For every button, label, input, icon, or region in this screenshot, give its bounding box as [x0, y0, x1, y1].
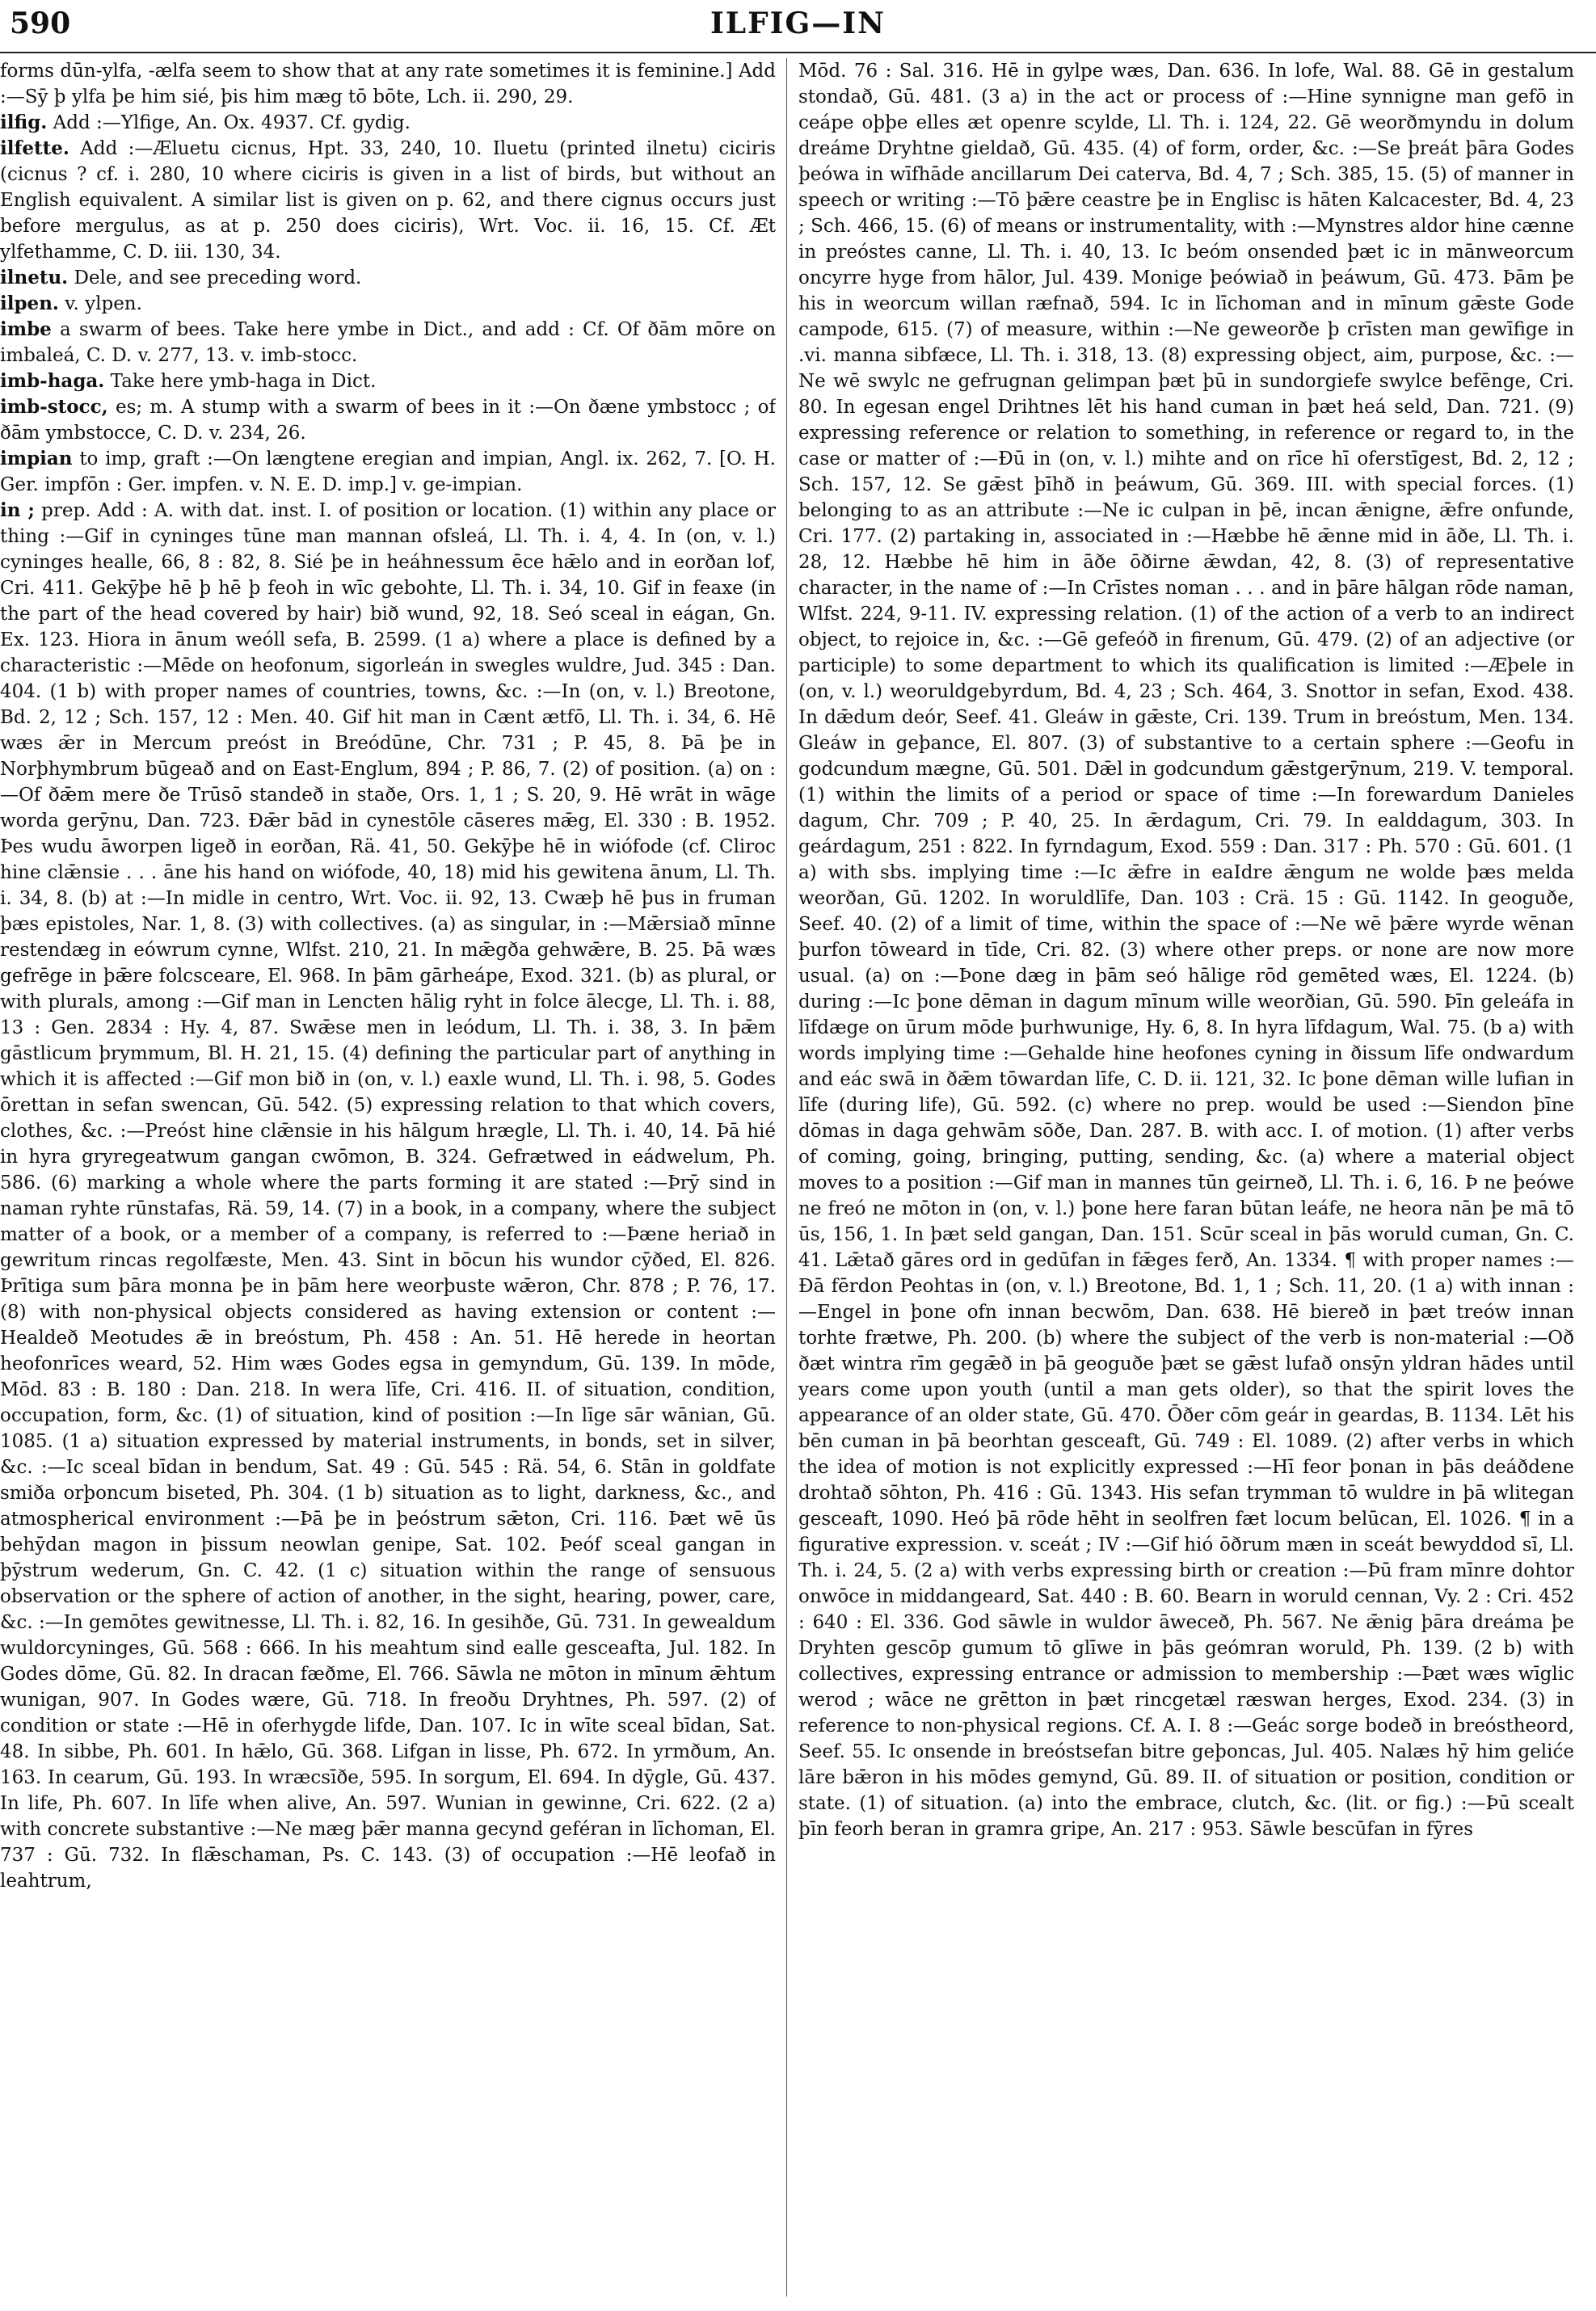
headword: ilfig.	[0, 112, 48, 133]
headword: ilpen.	[0, 293, 59, 314]
entry-text: Add :—Ylfige, An. Ox. 4937. Cf. gydig.	[53, 112, 411, 133]
entry-text: es; m. A stump with a swarm of bees in it :—On ðæne ymbstocc ; of ðām ymbstocce, C. D. v. 234, 26.	[0, 397, 776, 444]
entry-text: prep. Add : A. with dat. inst. I. of position or location. (1) within any place or thing :—Gif in cyninges tūne man mannan ofsleá, Ll. Th. i. 4, 4. In (on, v. l.) cyninges healle, 66, 8 : 82, 8. Sié þe in heáhnessum ēce hǣlo and in eorðan lof, Cri. 411. Gekȳþe hē þ hē þ feoh in wīc gebohte, Ll. Th. i. 34, 10. Gif in feaxe (in the part of the head covered by hair) bið wund, 92, 18. Seó sceal in eágan, Gn. Ex. 123. Hiora in ānum weóll sefa, B. 2599. (1 a) where a place is defined by a characteristic :—Mēde on heofonum, sigorleán in swegles wuldre, Jud. 345 : Dan. 404. (1 b) with proper names of countries, towns, &c. :—In (on, v. l.) Breotone, Bd. 2, 12 ; Sch. 157, 12 : Men. 40. Gif hit man in Cænt ætfō, Ll. Th. i. 34, 6. Hē wæs ǣr in Mercum preóst in Breódūne, Chr. 731 ; P. 45, 8. Þā þe in Norþhymbrum būgeað and on East-Englum, 894 ; P. 86, 7. (2) of position. (a) on :—Of ðǣm mere ðe Trūsō standeð in staðe, Ors. 1, 1 ; S. 20, 9. Hē wrāt in wāge worda gerȳnu, Dan. 723. Ðǣr bād in cynestōle cāseres mǣg, El. 330 : B. 1952. Þes wudu āworpen ligeð in eorðan, Rä. 41, 50. Gekȳþe hē in wiófode (cf. Cliroc hine clǣnsie . . . āne his hand on wiófode, 40, 18) mid his gewitena ānum, Ll. Th. i. 34, 8. (b) at :—In midle in centro, Wrt. Voc. ii. 92, 13. Cwæþ hē þus in fruman þæs epistoles, Nar. 1, 8. (3) with collectives. (a) as singular, in :—Mǣrsiað mīnne restendæg in eówrum cynne, Wlfst. 210, 21. In mǣgða gehwǣre, B. 25. Þā wæs gefrēge in þǣre folcsceare, El. 968. In þām gārheápe, Exod. 321. (b) as plural, or with plurals, among :—Gif man in Lencten hālig ryht in folce ālecge, Ll. Th. i. 88, 13 : Gen. 2834 : Hy. 4, 87. Swǣse men in leódum, Ll. Th. i. 38, 3. In þǣm gāstlicum þrymmum, Bl. H. 21, 15. (4) defining the particular part of anything in which it is affected :—Gif mon bið in (on, v. l.) eaxle wund, Ll. Th. i. 98, 5. Godes ōrettan in sefan swencan, Gū. 542. (5) expressing relation to that which covers, clothes, &c. :—Preóst hine clǣnsie in his hālgum hrægle, Ll. Th. i. 40, 14. Þā hié in hyra gryregeatwum gangan cwōmon, B. 324. Gefrætwed in eádwelum, Ph. 586. (6) marking a whole where the parts forming it are stated :—Þrȳ sind in naman ryhte rūnstafas, Rä. 59, 14. (7) in a book, in a company, where the subject matter of a book, or a member of a company, is referred to :—Þæne heriað in gewritum rincas regolfæste, Men. 43. Sint in bōcun his wundor cȳðed, El. 826. Þrītiga sum þāra monna þe in þām here weorþuste wǣron, Chr. 878 ; P. 76, 17. (8) with non-physical objects considered as having extension or content :—Healdeð Meotudes ǣ in breóstum, Ph. 458 : An. 51. Hē herede in heortan heofonrīces weard, 52. Him wæs Godes egsa in gemyndum, Gū. 139. In mōde, Mōd. 83 : B. 180 : Dan. 218. In wera līfe, Cri. 416. II. of situation, condition, occupation, form, &c. (1) of situation, kind of position :—In līge sār wānian, Gū. 1085. (1 a) situation expressed by material instruments, in bonds, set in silver, &c. :—Ic sceal bīdan in bendum, Sat. 49 : Gū. 545 : Rä. 54, 6. Stān in goldfate smiða orþoncum biseted, Ph. 304. (1 b) situation as to light, darkness, &c., and atmospherical environment :—Þā þe in þeóstrum sǣton, Cri. 116. Þæt wē ūs behȳdan magon in þissum neowlan genipe, Sat. 102. Þeóf sceal gangan in þȳstrum wederum, Gn. C. 42. (1 c) situation within the range of sensuous observation or the sphere of action of another, in the sight, hearing, power, care, &c. :—In gemōtes gewitnesse, Ll. Th. i. 82, 16. In gesihðe, Gū. 731. In gewealdum wuldorcyninges, Gū. 568 : 666. In his meahtum sind ealle gesceafta, Jul. 182. In Godes dōme, Gū. 82. In dracan fæðme, El. 766. Sāwla ne mōton in mīnum ǣhtum wunigan, 907. In Godes wære, Gū. 718. In freoðu Dryhtnes, Ph. 597. (2) of condition or state :—Hē in oferhygde lifde, Dan. 107. Ic in wīte sceal bīdan, Sat. 48. In sibbe, Ph. 601. In hǣlo, Gū. 368. Lifgan in lisse, Ph. 672. In yrmðum, An. 163. In cearum, Gū. 193. In wræcsīðe, 595. In sorgum, El. 694. In dȳgle, Gū. 437. In life, Ph. 607. In līfe when alive, An. 597. Wunian in gewinne, Cri. 622. (2 a) with concrete substantive :—Ne mæg þǣr manna gecynd geféran in līchoman, El. 737 : Gū. 732. In flǣschaman, Ps. C. 143. (3) of occupation :—Hē leofað in leahtrum,	[0, 500, 776, 1892]
headword: imbe	[0, 318, 52, 340]
headword: imb-haga.	[0, 370, 105, 392]
entry	[0, 265, 776, 291]
headword: impian	[0, 448, 73, 469]
entry-text: a swarm of bees. Take here ymbe in Dict., and add : Cf. Of ðām mōre on imbaleá, C. D. v. 277, 13. v. imb-stocc.	[0, 319, 776, 366]
entry	[0, 136, 776, 265]
entry-text: Take here ymb-haga in Dict.	[110, 371, 377, 392]
headword: ilnetu.	[0, 267, 69, 288]
entry	[0, 498, 776, 1894]
running-head: ILFIG—IN	[710, 6, 886, 40]
entry	[0, 446, 776, 498]
entry-text: to imp, graft :—On længtene eregian and impian, Angl. ix. 262, 7. [O. H. Ger. impfōn : Ger. impfen. v. N. E. D. imp.] v. ge-impian.	[0, 448, 776, 495]
entry	[0, 58, 776, 110]
header-rule	[0, 52, 1596, 53]
entry	[0, 317, 776, 368]
entry	[0, 291, 776, 317]
page-number: 590	[10, 6, 71, 40]
left-column	[0, 58, 776, 2296]
entry-text: Dele, and see preceding word.	[74, 267, 362, 288]
entry-text: Add :—Æluetu cicnus, Hpt. 33, 240, 10. Iluetu (printed ilnetu) ciciris (cicnus ? cf. i. 280, 10 where ciciris is given in a list of birds, but without an English equivalent. A similar list is given on p. 62, and there cignus occurs just before mergulus, as at p. 250 does ciciris), Wrt. Voc. ii. 16, 15. Cf. Æt ylfethamme, C. D. iii. 130, 34.	[0, 138, 776, 263]
page-header	[0, 0, 1596, 57]
entry-continuation: Mōd. 76 : Sal. 316. Hē in gylpe wæs, Dan. 636. In lofe, Wal. 88. Gē in gestalum stondað, Gū. 481. (3 a) in the act or process of :—Hine synnigne man gefō in ceápe oþþe elles æt openre scylde, Ll. Th. i. 124, 22. Gē weorðmyndu in dolum dreáme Dryhtne gieldað, Gū. 435. (4) of form, order, &c. :—Se þreát þāra Godes þeówa in wīfhāde ancillarum Dei caterva, Bd. 4, 7 ; Sch. 385, 15. (5) of manner in speech or writing :—Tō þǣre ceastre þe in Englisc is hāten Kalcacester, Bd. 4, 23 ; Sch. 466, 15. (6) of means or instrumentality, with :—Mynstres aldor hine cænne in preóstes canne, Ll. Th. i. 40, 13. Ic beóm onsended þæt ic in mānweorcum oncyrre hyge from hālor, Jul. 439. Monige þeówiað in þeáwum, Gū. 473. Þām þe his in weorcum willan ræfnað, 594. Ic in līchoman and in mīnum gǣste Gode campode, 615. (7) of measure, within :—Ne geweorðe þ crīsten man gewīfige in .vi. manna sibfæce, Ll. Th. i. 318, 13. (8) expressing object, aim, purpose, &c. :—Ne wē swylc ne gefrugnan gelimpan þæt þū in sundorgiefe swylce befēnge, Cri. 80. In egesan engel Drihtnes lēt his hand cuman in þæt heá seld, Dan. 721. (9) expressing reference or relation to something, in reference or regard to, in the case or matter of :—Ðū in (on, v. l.) mihte and on rīce hī oferstīgest, Bd. 2, 12 ; Sch. 157, 12. Se gǣst þīhð in þeáwum, Gū. 369. III. with special forces. (1) belonging to as an attribute :—Ne ic culpan in þē, incan ǣnigne, ǣfre onfunde, Cri. 177. (2) partaking in, associated in :—Hæbbe hē ǣnne mid in āðe, Ll. Th. i. 28, 12. Hæbbe hē him in āðe ōðirne ǣwdan, 42, 8. (3) of representative character, in the name of :—In Crīstes noman . . . and in þāre hālgan rōde naman, Wlfst. 224, 9-11. IV. expressing relation. (1) of the action of a verb to an indirect object, to rejoice in, &c. :—Gē gefeóð in firenum, Gū. 479. (2) of an adjective (or participle) to some department to which its qualification is limited :—Æþele in (on, v. l.) weoruldgebyrdum, Bd. 4, 23 ; Sch. 464, 3. Snottor in sefan, Exod. 438. In dǣdum deór, Seef. 41. Gleáw in gǣste, Cri. 139. Trum in breóstum, Men. 134. Gleáw in geþance, El. 807. (3) of substantive to a certain sphere :—Geofu in godcundum mægne, Gū. 501. Dǣl in godcundum gǣstgerȳnum, 219. V. temporal. (1) within the limits of a period or space of time :—In forewardum Danieles dagum, Chr. 709 ; P. 40, 25. In ǣrdagum, Cri. 79. In ealddagum, 303. In geárdagum, 251 : 822. In fyrndagum, Exod. 559 : Dan. 317 : Ph. 570 : Gū. 601. (1 a) with sbs. implying time :—Ic ǣfre in eaIdre ǣngum ne wolde þæs melda weorðan, Gū. 1202. In woruldlīfe, Dan. 103 : Crä. 15 : Gū. 1142. In geoguðe, Seef. 40. (2) of a limit of time, within the space of :—Ne wē þǣre wyrde wēnan þurfon tōweard in tīde, Cri. 82. (3) where other preps. or none are now more usual. (a) on :—Þone dæg in þām seó hālige rōd gemēted wæs, El. 1224. (b) during :—Ic þone dēman in dagum mīnum wille weorðian, Gū. 590. Þīn geleáfa in līfdæge on ūrum mōde þurhwunige, Hy. 6, 8. In hyra līfdagum, Wal. 75. (b a) with words implying time :—Gehalde hine heofones cyning in ðissum līfe ondwardum and eác swā in ðǣm tōwardan līfe, C. D. ii. 121, 32. Ic þone dēman wille lufian in līfe (during life), Gū. 592. (c) where no prep. would be used :—Siendon þīne dōmas in daga gehwām sōðe, Dan. 287. B. with acc. I. of motion. (1) after verbs of coming, going, bringing, putting, sending, &c. (a) where a material object moves to a position :—Gif man in mannes tūn geirneð, Ll. Th. i. 6, 16. Þ ne þeówe ne freó ne mōton in (on, v. l.) þone here faran būtan leáfe, ne heora nān þe mā tō ūs, 156, 1. In þæt seld gangan, Dan. 151. Scūr sceal in þās woruld cuman, Gn. C. 41. Lǣtað gāres ord in gedūfan in fǣges ferð, An. 1334. ¶ with proper names :—Ðā fērdon Peohtas in (on, v. l.) Breotone, Bd. 1, 1 ; Sch. 11, 20. (1 a) with innan :—Engel in þone ofn innan becwōm, Dan. 638. Hē biereð in þæt treów innan torhte frætwe, Ph. 200. (b) where the subject of the verb is non-material :—Oð ðæt wintra rīm gegǣð in þā geoguðe þæt se gǣst lufað onsȳn yldran hādes until years come upon youth (until a man gets older), so that the spirit loves the appearance of an older state, Gū. 470. Ōðer cōm geár in geardas, B. 1134. Lēt his bēn cuman in þā beorhtan gesceaft, Gū. 749 : El. 1089. (2) after verbs in which the idea of motion is not explicitly expressed :—Hī feor þonan in þās deáðdene drohtað sōhton, Ph. 416 : Gū. 1343. His sefan trymman tō wuldre in þā wlitegan gesceaft, 1090. Heó þā rōde hēht in seolfren fæt locum belūcan, El. 1026. ¶ in a figurative expression. v. sceát ; IV :—Gif hió ōðrum mæn in sceát bewyddod sī, Ll. Th. i. 24, 5. (2 a) with verbs expressing birth or creation :—Þū fram mīnre dohtor onwōce in middangeard, Sat. 440 : B. 60. Bearn in woruld cennan, Vy. 2 : Cri. 452 : 640 : El. 336. God sāwle in wuldor āweceð, Ph. 567. Ne ǣnig þāra dreáma þe Dryhten gescōp gumum tō glīwe in þās geómran woruld, Ph. 139. (2 b) with collectives, expressing entrance or admission to membership :—Þæt wæs wīglic werod ; wāce ne grētton in þæt rincgetæl ræswan herges, Exod. 234. (3) in reference to non-physical regions. Cf. A. I. 8 :—Geác sorge bodeð in breóstheord, Seef. 55. Ic onsende in breóstsefan bitre geþoncas, Jul. 405. Nalæs hȳ him geliće lāre bǣron in his mōdes gemynd, Gū. 89. II. of situation or position, condition or state. (1) of situation. (a) into the embrace, clutch, &c. (lit. or fig.) :—Þū scealt þīn feorh beran in gramra gripe, An. 217 : 953. Sāwle bescūfan in fȳres	[798, 61, 1574, 1840]
headword: imb-stocc,	[0, 396, 108, 418]
column-divider	[786, 58, 787, 2296]
headword: in ;	[0, 499, 35, 521]
entry-text: v. ylpen.	[65, 293, 142, 314]
headword: ilfette.	[0, 137, 69, 159]
entry	[0, 394, 776, 446]
entry	[0, 110, 776, 136]
right-column	[798, 58, 1574, 2296]
entry-text: forms dūn-ylfa, -ælfa seem to show that at any rate sometimes it is feminine.] Add :—Sȳ þ ylfa þe him sié, þis him mæg tō bōte, Lch. ii. 290, 29.	[0, 61, 776, 107]
entry	[0, 368, 776, 394]
